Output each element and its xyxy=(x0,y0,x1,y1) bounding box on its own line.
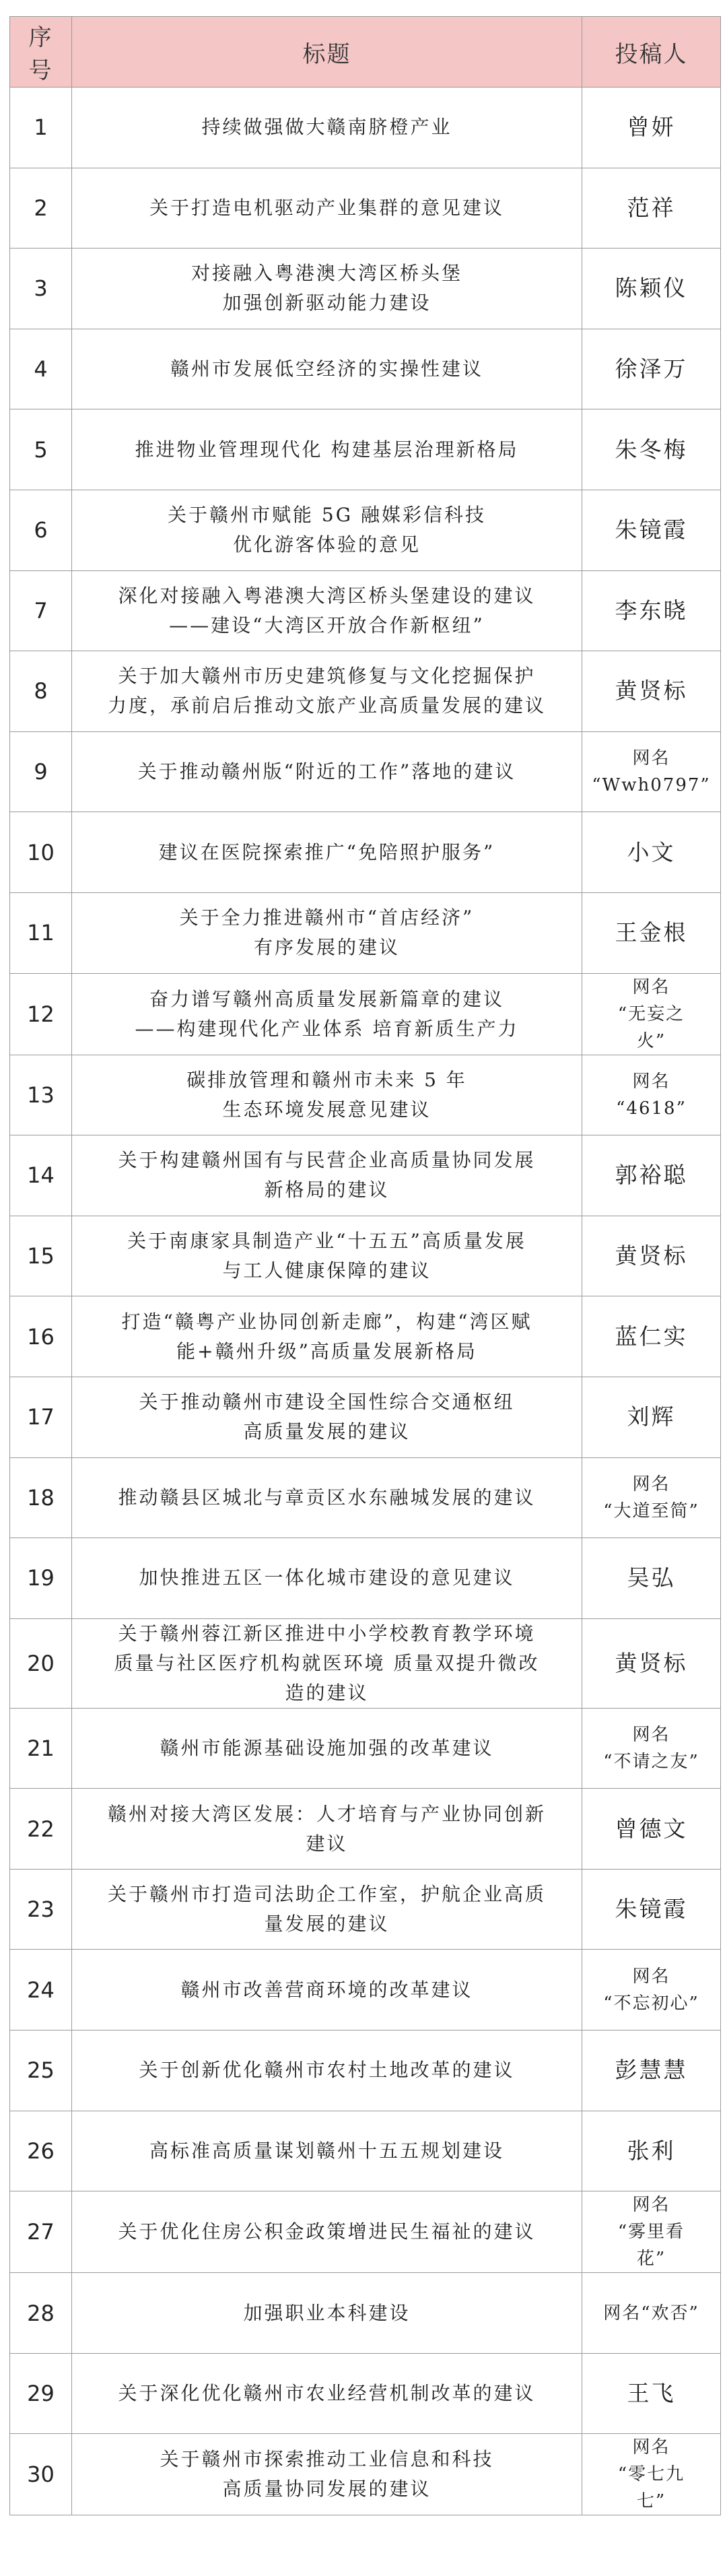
row-title: 关于赣州市打造司法助企工作室，护航企业高质 量发展的建议 xyxy=(72,1869,582,1950)
row-title: 加强职业本科建设 xyxy=(72,2273,582,2354)
row-number: 19 xyxy=(10,1538,72,1619)
table-row xyxy=(10,2273,721,2354)
table-row xyxy=(10,1708,721,1789)
row-number: 25 xyxy=(10,2030,72,2111)
row-author: 李东晓 xyxy=(582,570,721,651)
table-row xyxy=(10,249,721,329)
header-row xyxy=(10,17,721,88)
row-author: 曾德文 xyxy=(582,1789,721,1870)
row-author: 朱冬梅 xyxy=(582,409,721,490)
table-row xyxy=(10,812,721,893)
table-row xyxy=(10,1538,721,1619)
table-row xyxy=(10,1869,721,1950)
row-author: 范祥 xyxy=(582,168,721,249)
row-author: 蓝仁实 xyxy=(582,1296,721,1377)
row-author: 王金根 xyxy=(582,892,721,973)
table-row xyxy=(10,651,721,732)
table-row xyxy=(10,892,721,973)
row-author: 网名 “雾里看 花” xyxy=(582,2191,721,2273)
row-title: 高标准高质量谋划赣州十五五规划建设 xyxy=(72,2111,582,2191)
row-title: 推动赣县区城北与章贡区水东融城发展的建议 xyxy=(72,1457,582,1538)
row-number: 11 xyxy=(10,892,72,973)
row-title: 加快推进五区一体化城市建设的意见建议 xyxy=(72,1538,582,1619)
row-author: 吴弘 xyxy=(582,1538,721,1619)
table-row xyxy=(10,1055,721,1135)
table-row xyxy=(10,1377,721,1457)
row-author: 网名 “零七九 七” xyxy=(582,2434,721,2515)
row-author: 网名 “Wwh0797” xyxy=(582,731,721,812)
row-number: 28 xyxy=(10,2273,72,2354)
row-number: 21 xyxy=(10,1708,72,1789)
table-row xyxy=(10,490,721,570)
row-number: 18 xyxy=(10,1457,72,1538)
row-title: 赣州市发展低空经济的实操性建议 xyxy=(72,329,582,409)
row-title: 关于赣州市探索推动工业信息和科技 高质量协同发展的建议 xyxy=(72,2434,582,2515)
table-row xyxy=(10,1618,721,1708)
table-row xyxy=(10,2111,721,2191)
row-author: 黄贤标 xyxy=(582,1216,721,1296)
row-title: 关于加大赣州市历史建筑修复与文化挖掘保护 力度，承前启后推动文旅产业高质量发展的建议 xyxy=(72,651,582,732)
row-title: 关于深化优化赣州市农业经营机制改革的建议 xyxy=(72,2353,582,2434)
row-number: 7 xyxy=(10,570,72,651)
row-title: 关于南康家具制造产业“十五五”高质量发展 与工人健康保障的建议 xyxy=(72,1216,582,1296)
header-title: 标题 xyxy=(72,17,582,88)
row-title: 持续做强做大赣南脐橙产业 xyxy=(72,88,582,168)
row-author: 王飞 xyxy=(582,2353,721,2434)
table-row xyxy=(10,2030,721,2111)
row-number: 13 xyxy=(10,1055,72,1135)
row-number: 14 xyxy=(10,1135,72,1216)
row-title: 对接融入粤港澳大湾区桥头堡 加强创新驱动能力建设 xyxy=(72,249,582,329)
row-title: 关于创新优化赣州市农村土地改革的建议 xyxy=(72,2030,582,2111)
row-number: 16 xyxy=(10,1296,72,1377)
row-number: 4 xyxy=(10,329,72,409)
table-row xyxy=(10,1216,721,1296)
row-title: 推进物业管理现代化 构建基层治理新格局 xyxy=(72,409,582,490)
table-row xyxy=(10,2191,721,2273)
table-row xyxy=(10,88,721,168)
row-author: 小文 xyxy=(582,812,721,893)
row-author: 网名 “大道至简” xyxy=(582,1457,721,1538)
table-row xyxy=(10,973,721,1055)
row-number: 3 xyxy=(10,249,72,329)
row-number: 9 xyxy=(10,731,72,812)
row-number: 29 xyxy=(10,2353,72,2434)
proposal-table xyxy=(9,16,721,2515)
row-number: 24 xyxy=(10,1950,72,2030)
row-title: 关于赣州市赋能 5G 融媒彩信科技 优化游客体验的意见 xyxy=(72,490,582,570)
table-row xyxy=(10,731,721,812)
row-author: 黄贤标 xyxy=(582,1618,721,1708)
row-number: 20 xyxy=(10,1618,72,1708)
row-author: 网名 “不请之友” xyxy=(582,1708,721,1789)
row-number: 22 xyxy=(10,1789,72,1870)
row-author: 网名 “无妄之 火” xyxy=(582,973,721,1055)
table-row xyxy=(10,1296,721,1377)
row-author: 朱镜霞 xyxy=(582,1869,721,1950)
row-number: 27 xyxy=(10,2191,72,2273)
row-title: 打造“赣粤产业协同创新走廊”，构建“湾区赋 能+赣州升级”高质量发展新格局 xyxy=(72,1296,582,1377)
row-author: 黄贤标 xyxy=(582,651,721,732)
table-row xyxy=(10,1950,721,2030)
row-title: 关于赣州蓉江新区推进中小学校教育教学环境 质量与社区医疗机构就医环境 质量双提升微改 造的建议 xyxy=(72,1618,582,1708)
table-row xyxy=(10,1457,721,1538)
row-title: 关于构建赣州国有与民营企业高质量协同发展 新格局的建议 xyxy=(72,1135,582,1216)
row-number: 23 xyxy=(10,1869,72,1950)
table-body xyxy=(10,88,721,2515)
table-row xyxy=(10,570,721,651)
row-author: 陈颖仪 xyxy=(582,249,721,329)
row-author: 郭裕聪 xyxy=(582,1135,721,1216)
row-number: 1 xyxy=(10,88,72,168)
row-number: 30 xyxy=(10,2434,72,2515)
row-number: 5 xyxy=(10,409,72,490)
header-author: 投稿人 xyxy=(582,17,721,88)
table-row xyxy=(10,1789,721,1870)
row-number: 6 xyxy=(10,490,72,570)
row-author: 张利 xyxy=(582,2111,721,2191)
table-row xyxy=(10,2434,721,2515)
row-author: 彭慧慧 xyxy=(582,2030,721,2111)
row-author: 网名 “4618” xyxy=(582,1055,721,1135)
row-number: 17 xyxy=(10,1377,72,1457)
row-number: 10 xyxy=(10,812,72,893)
row-author: 网名 “不忘初心” xyxy=(582,1950,721,2030)
table-row xyxy=(10,2353,721,2434)
row-title: 赣州市能源基础设施加强的改革建议 xyxy=(72,1708,582,1789)
row-title: 建议在医院探索推广“免陪照护服务” xyxy=(72,812,582,893)
row-number: 2 xyxy=(10,168,72,249)
row-number: 12 xyxy=(10,973,72,1055)
table-row xyxy=(10,409,721,490)
row-title: 关于优化住房公积金政策增进民生福祉的建议 xyxy=(72,2191,582,2273)
row-author: 朱镜霞 xyxy=(582,490,721,570)
row-title: 关于打造电机驱动产业集群的意见建议 xyxy=(72,168,582,249)
row-number: 26 xyxy=(10,2111,72,2191)
table-row xyxy=(10,168,721,249)
table-row xyxy=(10,329,721,409)
row-author: 网名“欢否” xyxy=(582,2273,721,2354)
row-title: 深化对接融入粤港澳大湾区桥头堡建设的建议 ——建设“大湾区开放合作新枢纽” xyxy=(72,570,582,651)
table-row xyxy=(10,1135,721,1216)
row-title: 赣州市改善营商环境的改革建议 xyxy=(72,1950,582,2030)
row-title: 碳排放管理和赣州市未来 5 年 生态环境发展意见建议 xyxy=(72,1055,582,1135)
row-number: 8 xyxy=(10,651,72,732)
row-author: 徐泽万 xyxy=(582,329,721,409)
row-author: 曾妍 xyxy=(582,88,721,168)
row-title: 关于推动赣州版“附近的工作”落地的建议 xyxy=(72,731,582,812)
row-author: 刘辉 xyxy=(582,1377,721,1457)
row-number: 15 xyxy=(10,1216,72,1296)
row-title: 关于全力推进赣州市“首店经济” 有序发展的建议 xyxy=(72,892,582,973)
row-title: 赣州对接大湾区发展：人才培育与产业协同创新 建议 xyxy=(72,1789,582,1870)
table-header xyxy=(10,17,721,88)
row-title: 奋力谱写赣州高质量发展新篇章的建议 ——构建现代化产业体系 培育新质生产力 xyxy=(72,973,582,1055)
header-index: 序号 xyxy=(10,17,72,88)
row-title: 关于推动赣州市建设全国性综合交通枢纽 高质量发展的建议 xyxy=(72,1377,582,1457)
